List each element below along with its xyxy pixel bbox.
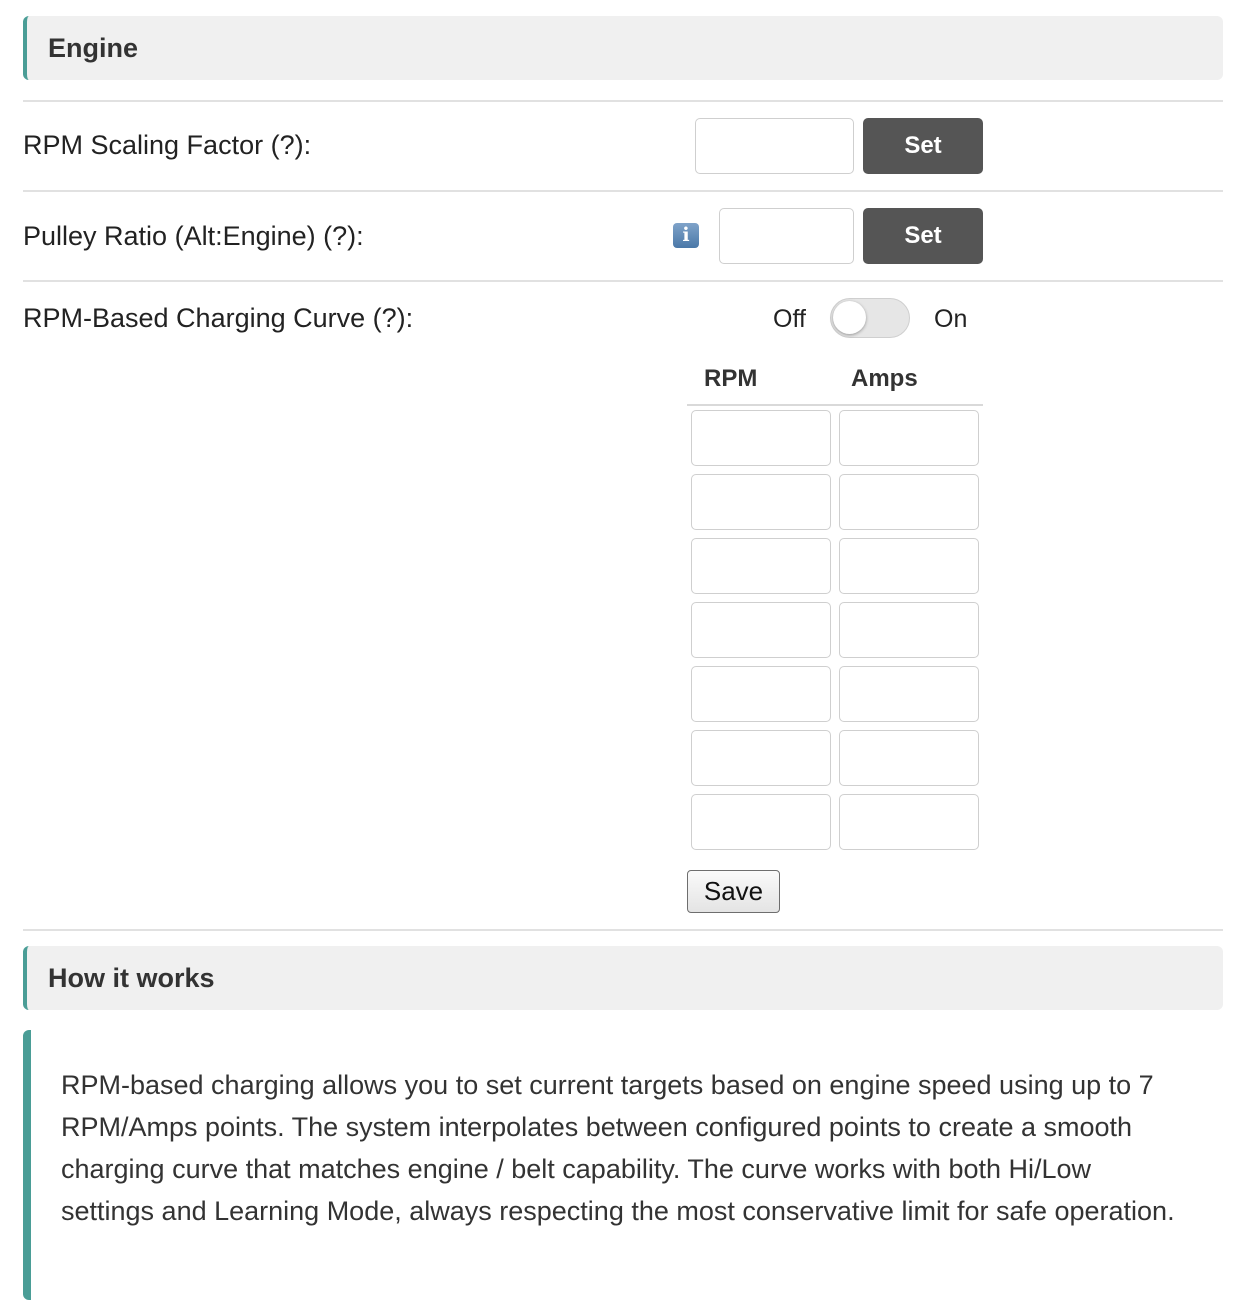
divider (23, 100, 1223, 102)
toggle-off-label: Off (773, 305, 806, 333)
divider (23, 929, 1223, 931)
how-it-works-description: RPM-based charging allows you to set current targets based on engine speed using up to 7 RPM/Amps points. The system interpolates between configured points to create a smooth charging curve that matches engine / belt capability. The curve works with both Hi/Low settings and Learning Mode, always respecting the most conservative limit for safe operation. (61, 1070, 1175, 1226)
rpm-scaling-set-button[interactable]: Set (863, 118, 983, 174)
rpm-point-input[interactable] (691, 730, 831, 786)
rpm-point-input[interactable] (691, 666, 831, 722)
amps-point-input[interactable] (839, 410, 979, 466)
charging-curve-toggle[interactable] (830, 298, 910, 338)
divider (23, 190, 1223, 192)
how-it-works-header (23, 946, 1223, 1010)
rpm-scaling-input[interactable] (695, 118, 854, 174)
amps-column-header: Amps (851, 365, 918, 392)
info-icon[interactable]: i (673, 223, 699, 248)
how-it-works-description-box (23, 1030, 1223, 1300)
engine-section-header (23, 16, 1223, 80)
pulley-ratio-label: Pulley Ratio (Alt:Engine) (?): (23, 221, 364, 251)
rpm-column-header: RPM (704, 365, 758, 392)
divider (23, 280, 1223, 282)
toggle-knob[interactable] (833, 301, 866, 334)
rpm-point-input[interactable] (691, 474, 831, 530)
amps-point-input[interactable] (839, 602, 979, 658)
engine-section-title: Engine (48, 32, 139, 63)
table-header-divider (687, 404, 983, 406)
rpm-point-input[interactable] (691, 602, 831, 658)
pulley-ratio-input[interactable] (719, 208, 854, 264)
rpm-scaling-label: RPM Scaling Factor (?): (23, 130, 312, 160)
charging-curve-label: RPM-Based Charging Curve (?): (23, 303, 414, 333)
amps-point-input[interactable] (839, 730, 979, 786)
toggle-on-label: On (934, 305, 968, 333)
amps-point-input[interactable] (839, 538, 979, 594)
rpm-point-input[interactable] (691, 794, 831, 850)
rpm-point-input[interactable] (691, 538, 831, 594)
how-it-works-title: How it works (48, 962, 215, 993)
save-curve-button[interactable]: Save (687, 870, 780, 913)
pulley-ratio-set-button[interactable]: Set (863, 208, 983, 264)
amps-point-input[interactable] (839, 794, 979, 850)
amps-point-input[interactable] (839, 666, 979, 722)
rpm-point-input[interactable] (691, 410, 831, 466)
amps-point-input[interactable] (839, 474, 979, 530)
